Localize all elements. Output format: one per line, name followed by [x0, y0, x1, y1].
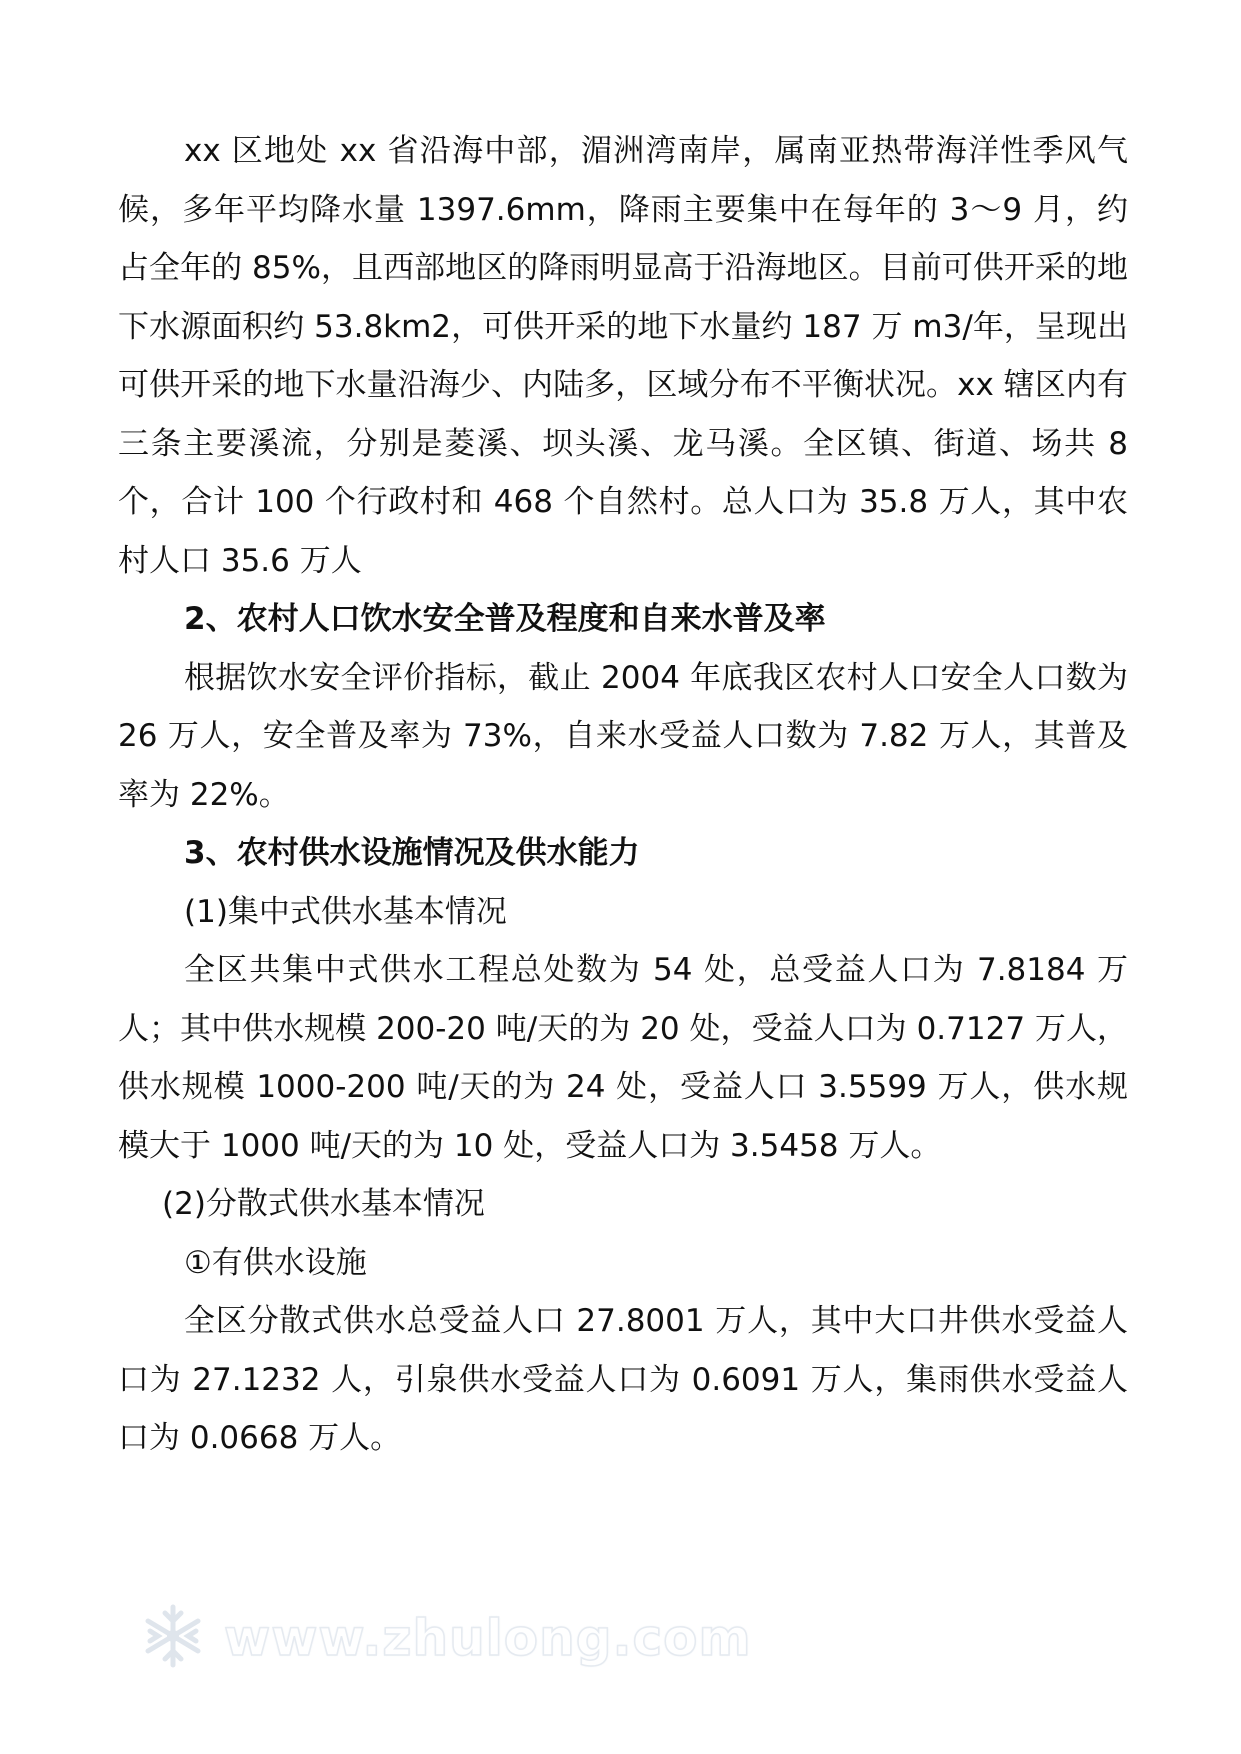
watermark: [138, 1595, 788, 1675]
paragraph-safety-rate: 根据饮水安全评价指标，截止 2004 年底我区农村人口安全人口数为 26 万人，安全普及率为 73%，自来水受益人口数为 7.82 万人，其普及率为 22%。: [118, 659, 1128, 813]
snowflake-logo-icon: [138, 1601, 208, 1671]
subheading-centralized: (1)集中式供水基本情况: [184, 893, 507, 930]
watermark-text: www.zhulong.com: [224, 1609, 752, 1667]
subheading-with-facilities: ①有供水设施: [184, 1244, 367, 1281]
subheading-decentralized: (2)分散式供水基本情况: [162, 1186, 485, 1222]
section-heading-3: 3、农村供水设施情况及供水能力: [184, 835, 640, 871]
paragraph-overview: xx 区地处 xx 省沿海中部，湄洲湾南岸，属南亚热带海洋性季风气候，多年平均降水量 1397.6mm，降雨主要集中在每年的 3～9 月，约占全年的 85%，且西部地区的降雨明显高于沿海地区。目前可供开采的地下水源面积约 53.8km2，可供开采的地下水量约 187 万 m3/年，呈现出可供开采的地下水量沿海少、内陆多，区域分布不平衡状况。xx 辖区内有三条主要溪流，分别是菱溪、坝头溪、龙马溪。全区镇、街道、场共 8 个，合计 100 个行政村和 468 个自然村。总人口为 35.8 万人，其中农村人口 35.6 万人: [118, 133, 1128, 579]
section-heading-2: 2、农村人口饮水安全普及程度和自来水普及率: [184, 601, 826, 637]
paragraph-centralized: 全区共集中式供水工程总处数为 54 处，总受益人口为 7.8184 万人；其中供水规模 200-20 吨/天的为 20 处，受益人口为 0.7127 万人，供水规模 1000-200 吨/天的为 24 处，受益人口 3.5599 万人，供水规模大于 1000 吨/天的为 10 处，受益人口为 3.5458 万人。: [118, 952, 1128, 1164]
document-body: [118, 122, 1128, 1468]
paragraph-decentralized: 全区分散式供水总受益人口 27.8001 万人，其中大口井供水受益人口为 27.1232 人，引泉供水受益人口为 0.6091 万人，集雨供水受益人口为 0.0668 万人。: [118, 1303, 1128, 1456]
